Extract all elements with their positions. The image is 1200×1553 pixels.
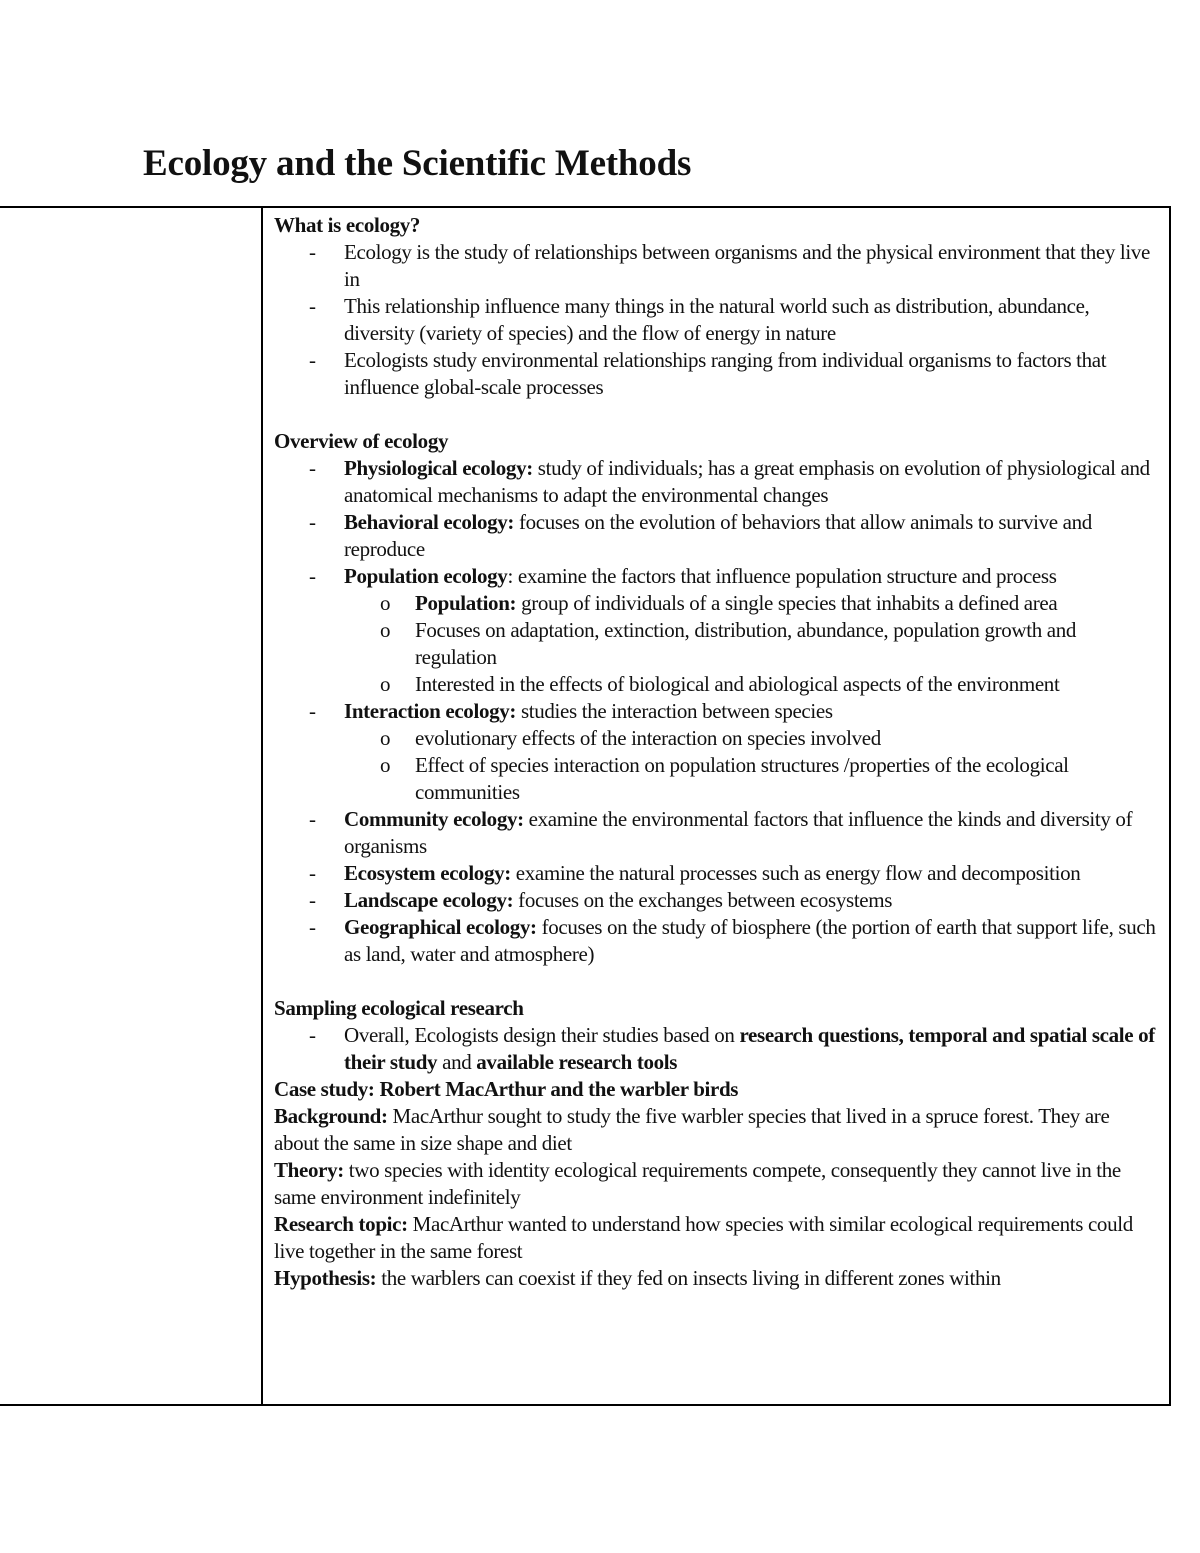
paragraph-background <box>274 1103 1159 1157</box>
paragraph-text: two species with identity ecological requirements compete, consequently they cannot live in the same environment indefinitely <box>274 1158 1121 1209</box>
list-item-text <box>344 563 1159 590</box>
page-title: Ecology and the Scientific Methods <box>143 143 692 184</box>
dash-bullet: - <box>309 294 316 318</box>
case-study-heading: Case study: Robert MacArthur and the warbler birds <box>274 1077 739 1101</box>
label: Background: <box>274 1104 388 1128</box>
list-item-text <box>344 914 1159 968</box>
emphasis: research questions, temporal and spatial scale of their study <box>344 1023 1155 1074</box>
sub-list-item <box>274 752 1159 806</box>
emphasis: available research tools <box>476 1050 678 1074</box>
list-item-text: evolutionary effects of the interaction on species involved <box>415 726 881 750</box>
dash-bullet: - <box>309 861 316 885</box>
list-item-text <box>344 860 1159 887</box>
definition: studies the interaction between species <box>516 699 833 723</box>
spacer <box>274 401 1159 428</box>
list-item-text <box>344 455 1159 509</box>
dash-bullet: - <box>309 456 316 480</box>
list-item-text <box>415 590 1159 617</box>
dash-bullet: - <box>309 807 316 831</box>
label: Hypothesis: <box>274 1266 377 1290</box>
definition: group of individuals of a single species that inhabits a defined area <box>516 591 1058 615</box>
circle-bullet: o <box>380 591 391 615</box>
circle-bullet: o <box>380 753 391 777</box>
circle-bullet: o <box>380 618 391 642</box>
list-item <box>274 563 1159 590</box>
definition: : examine the factors that influence population structure and process <box>507 564 1057 588</box>
sub-list-item <box>274 590 1159 617</box>
dash-bullet: - <box>309 699 316 723</box>
list-item-text: Focuses on adaptation, extinction, distribution, abundance, population growth and regulation <box>415 618 1077 669</box>
dash-bullet: - <box>309 348 316 372</box>
list-item <box>274 860 1159 887</box>
list-item <box>274 914 1159 968</box>
dash-bullet: - <box>309 564 316 588</box>
text-run: and <box>437 1050 477 1074</box>
dash-bullet: - <box>309 1023 316 1047</box>
list-item-text: Interested in the effects of biological and abiological aspects of the environment <box>415 672 1060 696</box>
dash-bullet: - <box>309 888 316 912</box>
dash-bullet: - <box>309 510 316 534</box>
paragraph-text: MacArthur sought to study the five warbler species that lived in a spruce forest. They are about the same in size shape and diet <box>274 1104 1110 1155</box>
term-behavioral: Behavioral ecology: <box>344 510 515 534</box>
term-geographical: Geographical ecology: <box>344 915 537 939</box>
list-item-text <box>344 698 1159 725</box>
circle-bullet: o <box>380 726 391 750</box>
term-population-ecology: Population ecology <box>344 564 508 588</box>
circle-bullet: o <box>380 672 391 696</box>
definition: examine the environmental factors that influence the kinds and diversity of organisms <box>344 807 1133 858</box>
list-item <box>274 806 1159 860</box>
term-interaction: Interaction ecology: <box>344 699 517 723</box>
list-item-text: This relationship influence many things in the natural world such as distribution, abundance, diversity (variety of species) and the flow of energy in nature <box>344 294 1090 345</box>
spacer <box>274 968 1159 995</box>
section-heading-what-is-ecology: What is ecology? <box>274 213 421 237</box>
definition: focuses on the exchanges between ecosystems <box>513 888 893 912</box>
definition: focuses on the study of biosphere (the portion of earth that support life, such as land, water and atmosphere) <box>344 915 1156 966</box>
term-community: Community ecology: <box>344 807 524 831</box>
paragraph-research-topic <box>274 1211 1159 1265</box>
dash-bullet: - <box>309 915 316 939</box>
text-run: Overall, Ecologists design their studies based on <box>344 1023 740 1047</box>
list-item <box>274 509 1159 563</box>
list-item-text: Ecology is the study of relationships between organisms and the physical environment that they live in <box>344 240 1150 291</box>
list-item-text <box>344 1022 1159 1076</box>
term-population: Population: <box>415 591 517 615</box>
list-item <box>274 293 1159 347</box>
definition: study of individuals; has a great emphasis on evolution of physiological and anatomical mechanisms to adapt the environmental changes <box>344 456 1150 507</box>
paragraph-text: the warblers can coexist if they fed on insects living in different zones within <box>376 1266 1001 1290</box>
list-item-text <box>344 509 1159 563</box>
term-ecosystem: Ecosystem ecology: <box>344 861 511 885</box>
list-item-text <box>344 887 1159 914</box>
sub-list-item <box>274 617 1159 671</box>
label: Research topic: <box>274 1212 408 1236</box>
sub-list-item <box>274 725 1159 752</box>
dash-bullet: - <box>309 240 316 264</box>
list-item <box>274 1022 1159 1076</box>
term-landscape: Landscape ecology: <box>344 888 514 912</box>
list-item <box>274 347 1159 401</box>
paragraph-theory <box>274 1157 1159 1211</box>
section-heading-overview: Overview of ecology <box>274 429 449 453</box>
cue-column <box>0 208 263 1404</box>
definition: examine the natural processes such as energy flow and decomposition <box>510 861 1081 885</box>
notes-table <box>0 206 1171 1406</box>
term-physiological: Physiological ecology: <box>344 456 533 480</box>
label: Theory: <box>274 1158 344 1182</box>
notes-column <box>274 212 1159 1404</box>
section-heading-sampling: Sampling ecological research <box>274 996 524 1020</box>
sub-list-item <box>274 671 1159 698</box>
list-item <box>274 239 1159 293</box>
paragraph-hypothesis <box>274 1265 1159 1292</box>
paragraph-text: MacArthur wanted to understand how species with similar ecological requirements could live together in the same forest <box>274 1212 1133 1263</box>
list-item-text: Ecologists study environmental relationships ranging from individual organisms to factors that influence global-scale processes <box>344 348 1107 399</box>
list-item-text <box>344 806 1159 860</box>
list-item <box>274 455 1159 509</box>
list-item-text: Effect of species interaction on population structures /properties of the ecological communities <box>415 753 1069 804</box>
list-item <box>274 698 1159 725</box>
definition: focuses on the evolution of behaviors that allow animals to survive and reproduce <box>344 510 1092 561</box>
list-item <box>274 887 1159 914</box>
